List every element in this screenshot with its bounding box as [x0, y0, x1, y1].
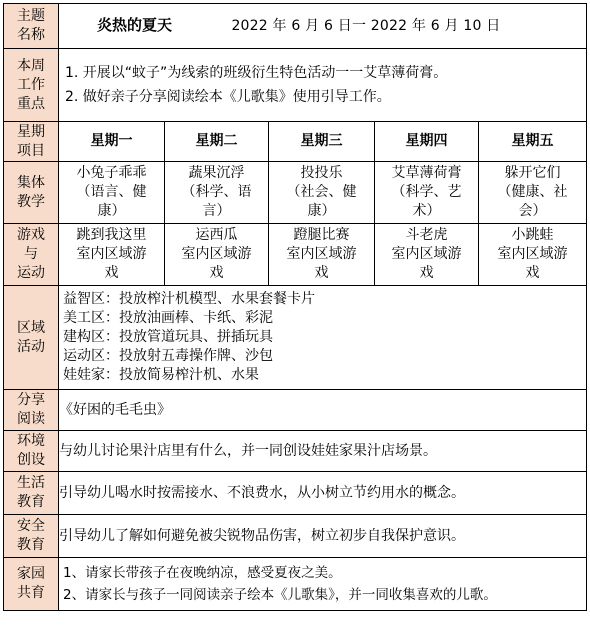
weekday-row — [4, 122, 587, 162]
games-cell-wednesday: 蹬腿比赛 室内区域游 戏 — [269, 224, 375, 286]
environment-label: 环境 创设 — [4, 431, 59, 472]
life-education-row — [4, 472, 587, 515]
theme-row — [4, 4, 587, 49]
life-education-label: 生活 教育 — [4, 472, 59, 515]
games-cell-friday: 小跳蛙 室内区域游 戏 — [479, 224, 587, 286]
reading-row — [4, 390, 587, 431]
area-line-dollhouse: 娃娃家：投放简易榨汁机、水果 — [63, 367, 259, 383]
day-monday: 星期一 — [59, 122, 165, 162]
theme-label: 主题 名称 — [4, 4, 59, 49]
group-cell-friday: 躲开它们 （健康、社 会） — [479, 162, 587, 224]
group-teaching-label: 集体 教学 — [4, 162, 59, 224]
games-cell-tuesday: 运西瓜 室内区域游 戏 — [165, 224, 269, 286]
reading-content: 《好困的毛毛虫》 — [59, 390, 587, 431]
day-tuesday: 星期二 — [165, 122, 269, 162]
weekly-plan-table — [3, 3, 587, 611]
area-line-sports: 运动区：投放射五毒操作牌、沙包 — [63, 348, 273, 364]
weekday-label: 星期 项目 — [4, 122, 59, 162]
games-row — [4, 224, 587, 286]
day-thursday: 星期四 — [375, 122, 479, 162]
safety-content: 引导幼儿了解如何避免被尖锐物品伤害，树立初步自我保护意识。 — [59, 515, 587, 558]
home-line-1: 1、请家长带孩子在夜晚纳凉，感受夏夜之美。 — [63, 565, 342, 581]
area-line-puzzle: 益智区：投放榨汁机模型、水果套餐卡片 — [63, 291, 315, 307]
area-activities-label: 区域 活动 — [4, 286, 59, 390]
safety-label: 安全 教育 — [4, 515, 59, 558]
home-cooperation-content — [59, 558, 587, 611]
home-cooperation-label: 家园 共育 — [4, 558, 59, 611]
focus-line-1: 1. 开展以“蚊子”为线索的班级衍生特色活动一一艾草薄荷膏。 — [65, 65, 448, 81]
safety-row — [4, 515, 587, 558]
area-activities-content — [59, 286, 587, 390]
area-line-art: 美工区：投放油画棒、卡纸、彩泥 — [63, 310, 273, 326]
theme-title: 炎热的夏天 — [97, 16, 173, 34]
home-line-2: 2、请家长与孩子一同阅读亲子绘本《儿歌集》，并一同收集喜欢的儿歌。 — [63, 587, 497, 603]
area-activities-row — [4, 286, 587, 390]
focus-row — [4, 49, 587, 122]
group-cell-wednesday: 投投乐 （社会、健 康） — [269, 162, 375, 224]
home-cooperation-row — [4, 558, 587, 611]
life-education-content: 引导幼儿喝水时按需接水、不浪费水，从小树立节约用水的概念。 — [59, 472, 587, 515]
theme-content — [59, 4, 587, 49]
focus-label: 本周 工作 重点 — [4, 49, 59, 122]
day-friday: 星期五 — [479, 122, 587, 162]
reading-label: 分享 阅读 — [4, 390, 59, 431]
focus-content — [59, 49, 587, 122]
environment-row — [4, 431, 587, 472]
focus-line-2: 2. 做好亲子分享阅读绘本《儿歌集》使用引导工作。 — [65, 89, 391, 105]
games-cell-monday: 跳到我这里 室内区域游 戏 — [59, 224, 165, 286]
games-cell-thursday: 斗老虎 室内区域游 戏 — [375, 224, 479, 286]
games-label: 游戏 与 运动 — [4, 224, 59, 286]
group-cell-thursday: 艾草薄荷膏 （科学、艺 术） — [375, 162, 479, 224]
area-line-construction: 建构区：投放管道玩具、拼插玩具 — [63, 329, 273, 345]
day-wednesday: 星期三 — [269, 122, 375, 162]
environment-content: 与幼儿讨论果汁店里有什么，并一同创设娃娃家果汁店场景。 — [59, 431, 587, 472]
group-cell-tuesday: 蔬果沉浮 （科学、语 言） — [165, 162, 269, 224]
date-range: 2022 年 6 月 6 日一 2022 年 6 月 10 日 — [231, 18, 501, 34]
group-teaching-row — [4, 162, 587, 224]
group-cell-monday: 小兔子乖乖 （语言、健 康） — [59, 162, 165, 224]
